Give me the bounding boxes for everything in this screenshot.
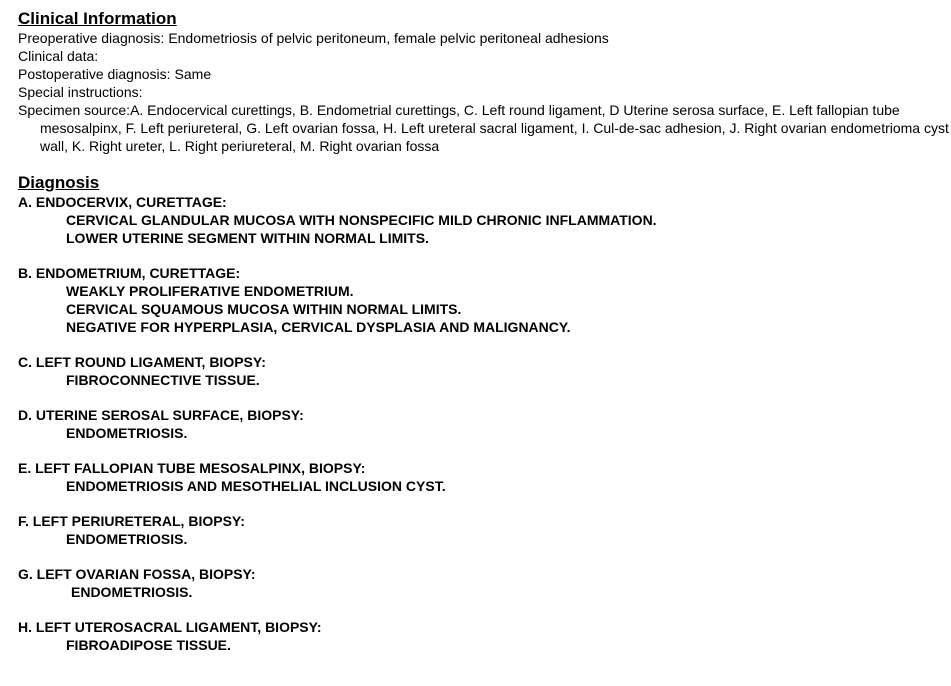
diagnosis-section [18, 172, 946, 654]
diagnosis-heading: Diagnosis [18, 173, 100, 192]
diagnosis-item [18, 406, 946, 442]
diagnosis-item [18, 264, 946, 336]
diagnosis-finding: FIBROADIPOSE TISSUE. [66, 637, 231, 653]
diagnosis-item-title: F. LEFT PERIURETERAL, BIOPSY: [18, 513, 245, 529]
diagnosis-item-title: G. LEFT OVARIAN FOSSA, BIOPSY: [18, 566, 256, 582]
diagnosis-item-title: E. LEFT FALLOPIAN TUBE MESOSALPINX, BIOPSY: [18, 460, 366, 476]
postoperative-diagnosis-line [18, 65, 946, 83]
preoperative-diagnosis-line [18, 29, 946, 47]
diagnosis-item [18, 353, 946, 389]
postoperative-diagnosis-value: Same [174, 66, 212, 82]
specimen-source-line [18, 101, 951, 155]
diagnosis-finding: ENDOMETRIOSIS. [66, 425, 188, 441]
clinical-data-line [18, 47, 946, 65]
diagnosis-finding: CERVICAL SQUAMOUS MUCOSA WITHIN NORMAL LIMITS. [66, 301, 462, 317]
diagnosis-item [18, 193, 946, 247]
diagnosis-item [18, 565, 946, 601]
diagnosis-finding: CERVICAL GLANDULAR MUCOSA WITH NONSPECIFIC MILD CHRONIC INFLAMMATION. [66, 212, 657, 228]
diagnosis-item [18, 512, 946, 548]
diagnosis-item-title: C. LEFT ROUND LIGAMENT, BIOPSY: [18, 354, 266, 370]
diagnosis-finding: FIBROCONNECTIVE TISSUE. [66, 372, 260, 388]
diagnosis-item-title: H. LEFT UTEROSACRAL LIGAMENT, BIOPSY: [18, 619, 322, 635]
postoperative-diagnosis-label: Postoperative diagnosis: [18, 66, 171, 82]
diagnosis-finding: ENDOMETRIOSIS. [66, 531, 188, 547]
diagnosis-item-title: B. ENDOMETRIUM, CURETTAGE: [18, 265, 241, 281]
diagnosis-finding: ENDOMETRIOSIS AND MESOTHELIAL INCLUSION CYST. [66, 478, 446, 494]
diagnosis-finding: WEAKLY PROLIFERATIVE ENDOMETRIUM. [66, 283, 354, 299]
specimen-source-value: A. Endocervical curettings, B. Endometrial curettings, C. Left round ligament, D Uterine serosa surface, E. Left fallopian tube mesosalpinx, F. Left periureteral, G. Left ovarian fossa, H. Left ureteral sacral ligament, I. Cul-de-sac adhesion, J. Right ovarian endometrioma cyst wall, K. Right ureter, L. Right periureteral, M. Right ovarian fossa [40, 102, 949, 154]
clinical-information-heading: Clinical Information [18, 9, 177, 28]
clinical-information-section [18, 8, 949, 155]
preoperative-diagnosis-value: Endometriosis of pelvic peritoneum, female pelvic peritoneal adhesions [168, 30, 609, 46]
clinical-data-label: Clinical data: [18, 48, 99, 64]
special-instructions-label: Special instructions: [18, 84, 143, 100]
special-instructions-line [18, 83, 946, 101]
specimen-source-label: Specimen source: [18, 102, 131, 118]
diagnosis-finding: NEGATIVE FOR HYPERPLASIA, CERVICAL DYSPLASIA AND MALIGNANCY. [66, 319, 571, 335]
diagnosis-finding: ENDOMETRIOSIS. [71, 584, 193, 600]
diagnosis-item [18, 459, 946, 495]
diagnosis-item [18, 618, 946, 654]
diagnosis-item-title: A. ENDOCERVIX, CURETTAGE: [18, 194, 227, 210]
diagnosis-finding: LOWER UTERINE SEGMENT WITHIN NORMAL LIMITS. [66, 230, 429, 246]
pathology-report [18, 8, 949, 671]
diagnosis-item-title: D. UTERINE SEROSAL SURFACE, BIOPSY: [18, 407, 304, 423]
preoperative-diagnosis-label: Preoperative diagnosis: [18, 30, 165, 46]
